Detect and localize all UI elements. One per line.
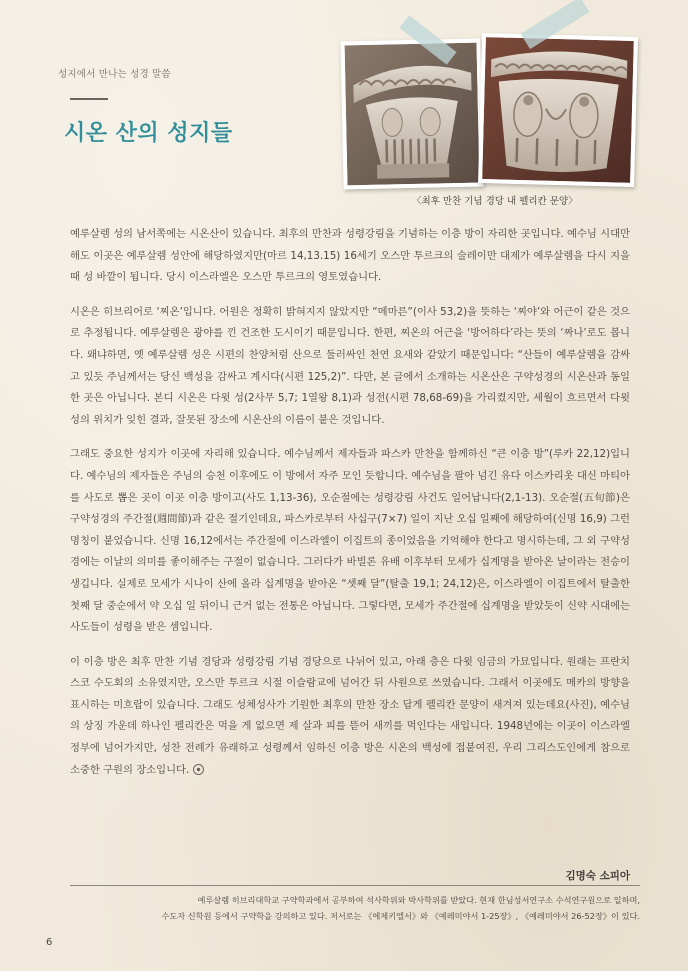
title-divider	[70, 98, 108, 100]
author-bio-line-1: 예루살렘 히브리대학교 구약학과에서 공부하여 석사학위와 박사학위를 받았다. 현재 한님성서연구소 수석연구원으로 일하며,	[197, 895, 640, 905]
page-number: 6	[46, 937, 53, 948]
author-bio-line-2: 수도자 신학원 등에서 구약학을 강의하고 있다. 저서로는 《에제키엘서》와 《예레미야서 1-25장》, 《예레미야서 26-52장》이 있다.	[161, 910, 640, 921]
author-bio	[130, 893, 640, 924]
article-end-icon	[193, 764, 204, 775]
series-label: 성지에서 만나는 성경 말씀	[58, 69, 171, 80]
page-title: 시온 산의 성지들	[64, 121, 233, 146]
paragraph-2: 시온은 히브리어로 ‘찌온’입니다. 어원은 정확히 밝혀지지 않았지만 “메마른”(이사 53,2)을 뜻하는 ‘찌야’와 어근이 같은 것으로 추정됩니다. 예루살렘은 광야를 낀 건조한 도시이기 때문입니다. 한편, 찌온의 어근을 ‘방어하다’라는 뜻의 ‘짜나’로도 봅니다. 왜냐하면, 옛 예루살렘 성은 시편의 찬양처럼 산으로 둘러싸인 천연 요새와 같았기 때문입니다: “산들이 예루살렘을 감싸고 있듯 주님께서는 당신 백성을 감싸고 계시다(시편 125,2)”. 다만, 본 글에서 소개하는 시온산은 구약성경의 시온산과 동일한 곳은 아닙니다. 본디 시온은 다윗 성(2사무 5,7; 1열왕 8,1)과 성전(시편 78,68-69)을 가리켰지만, 세월이 흐르면서 다윗 성의 위치가 잊힌 결과, 잘못된 장소에 시온산의 이름이 붙은 것입니다.	[70, 305, 630, 426]
photo-pelican-capital-left	[340, 39, 483, 190]
paragraph-4-text: 이 이층 방은 최후 만찬 기념 경당과 성령강림 기념 경당으로 나뉘어 있고, 아래 층은 다윗 임금의 가묘입니다. 원래는 프란치스코 수도회의 소유였지만, 오스만 투르크 시절 이슬람교에 넘어간 뒤 사원으로 쓰였습니다. 그래서 이곳에도 메카의 방향을 표시하는 미흐랍이 있습니다. 그래도 성체성사가 기원한 최후의 만찬 장소 답게 펠리칸 문양이 새겨져 있는데요(사진), 예수님의 상징 가운데 하나인 펠리칸은 먹을 게 없으면 제 살과 피를 뜯어 새끼를 먹인다는 새입니다. 1948년에는 이곳이 이스라엘 정부에 넘어가지만, 성찬 전례가 유래하고 성령께서 임하신 이층 방은 시온의 백성에 접붙여진, 우리 그리스도인에게 참으로 소중한 구원의 장소입니다.	[70, 655, 630, 776]
bio-divider	[70, 885, 640, 886]
paragraph-3: 그래도 중요한 성지가 이곳에 자리해 있습니다. 예수님께서 제자들과 파스카 만찬을 함께하신 “큰 이층 방”(루카 22,12)입니다. 예수님의 제자들은 주님의 승천 이후에도 이 방에서 자주 모인 듯합니다. 예수님을 팔아 넘긴 유다 이스카리옷 대신 마티아를 사도로 뽑은 곳이 이곳 이층 방이고(사도 1,13-36), 오순절에는 성령강림 사건도 일어납니다(2,1-13). 오순절(五旬節)은 구약성경의 주간절(週間節)과 같은 절기인데요, 파스카로부터 사십구(7×7) 일이 지난 오십 일째에 해당하여(신명 16,9) 그런 명칭이 붙었습니다. 신명 16,12에서는 주간절에 이스라엘이 이집트의 종이었음을 기억해야 한다고 명시하는데, 그 외 구약성경에는 이날의 의미를 좋이해주는 구절이 없습니다. 그러다가 바빌론 유배 이후부터 모세가 십계명을 받아온 날이라는 전승이 생깁니다. 실제로 모세가 시나이 산에 올라 십계명을 받아온 “셋째 달”(탈출 19,1; 24,12)은, 이스라엘이 이집트에서 탈출한 첫째 달 중순에서 약 오십 일 뒤이니 근거 없는 전통은 아닙니다. 그렇다면, 모세가 주간절에 십계명을 받았듯이 신약 시대에는 사도들이 성령을 받은 셈입니다.	[70, 448, 630, 634]
paragraph-1: 예루살렘 성의 남서쪽에는 시온산이 있습니다. 최후의 만찬과 성령강림을 기념하는 이층 방이 자리한 곳입니다. 예수님 시대만 해도 이곳은 예루살렘 성안에 해당하였지만(마르 14,13.15) 16세기 오스만 투르크의 술레이만 대제가 예루살렘을 다시 지을 때 성 바깥이 됩니다. 당시 이스라엘은 오스만 투르크의 영토였습니다.	[70, 228, 630, 284]
author-name: 김명숙 소피아	[565, 870, 630, 882]
photo-pelican-capital-right	[478, 33, 638, 187]
article-body	[70, 224, 630, 794]
photo-caption: 〈최후 만찬 기념 경당 내 펠리칸 문양〉	[412, 196, 578, 207]
paragraph-4	[70, 652, 630, 782]
